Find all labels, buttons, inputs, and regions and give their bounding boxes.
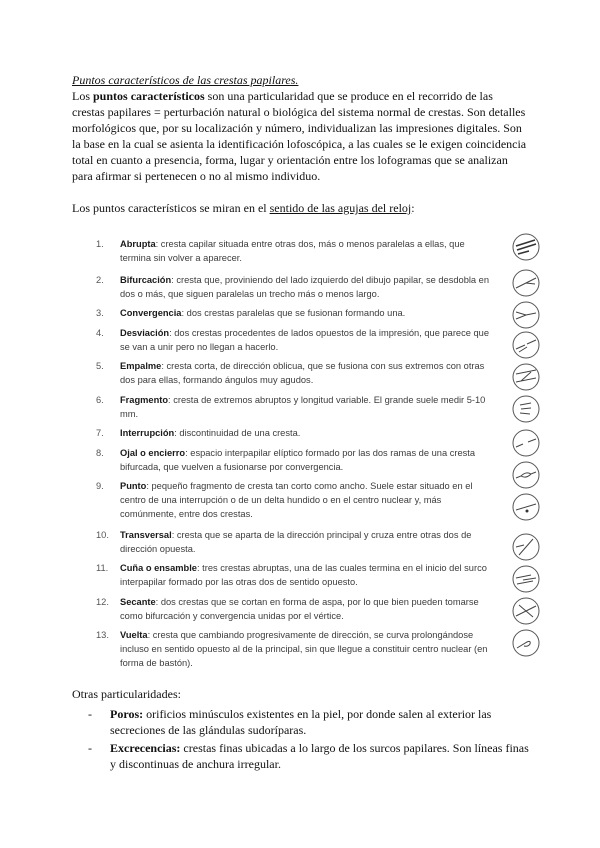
item-desc: : cresta de extremos abruptos y longitud variable. El grande suele medir 5-10 mm. [120,395,486,419]
bullet-dash: - [88,707,92,721]
item-name: Fragmento [120,395,169,405]
item-number: 10. [96,530,109,540]
wedge-icon [511,564,541,594]
intro-pre: Los [72,89,93,103]
deviation-icon [511,330,541,360]
item-desc: : cresta que cambiando progresivamente de dirección, se curva prolongándose incluso en sentido opuesto al de la principal, sin que llegue a constituir centro nuclear (en forma de bastón). [120,630,488,668]
item-name: Vuelta [120,630,148,640]
item-name: Desviación [120,328,170,338]
item-desc: : espacio interpapilar elíptico formado por las dos ramas de una cresta bifurcada, que vuelven a fusionarse por convergencia. [120,448,476,472]
item-name: Transversal [120,530,172,540]
item-number: 3. [96,308,104,318]
item-name: Bifurcación [120,275,172,285]
clockwise-note-pre: Los puntos característicos se miran en el [72,201,270,215]
bullet-dash: - [88,741,92,755]
bullet-term: Poros: [110,707,144,721]
convergence-icon [511,300,541,330]
eyelet-icon [511,460,541,490]
item-desc: : cresta que, proviniendo del lado izquierdo del dibujo papilar, se desdobla en dos o más, que siguen paralelas un trecho más o menos largo. [120,275,490,299]
item-number: 6. [96,395,104,405]
item-name: Abrupta [120,239,156,249]
item-desc: : cresta capilar situada entre otras dos, más o menos paralelas a ellas, que termina sin volver a aparecer. [120,239,465,263]
abrupt-ridge-icon [511,232,541,262]
transversal-icon [511,532,541,562]
intro-paragraph [72,88,528,184]
item-name: Convergencia [120,308,182,318]
item-desc: : dos crestas que se cortan en forma de aspa, por lo que bien pueden tomarse como bifurcación y convergencia unidas por el vértice. [120,597,479,621]
item-name: Cuña o ensamble [120,563,197,573]
item-name: Punto [120,481,147,491]
item-number: 12. [96,597,109,607]
item-name: Secante [120,597,156,607]
item-desc: : pequeño fragmento de cresta tan corto como ancho. Suele estar situado en el centro de una interrupción o de un delta hundido o en el centro nuclear y, más comúnmente, entre dos crestas. [120,481,473,519]
bullet-term: Excrecencias: [110,741,181,755]
item-desc: : dos crestas procedentes de lados opuestos de la impresión, que parece que se van a unir pero no llegan a hacerlo. [120,328,490,352]
bifurcation-icon [511,268,541,298]
item-desc: : tres crestas abruptas, una de las cuales termina en el inicio del surco interpapilar formado por las otras dos de sentido opuesto. [120,563,487,587]
item-number: 5. [96,361,104,371]
interruption-icon [511,428,541,458]
item-name: Interrupción [120,428,175,438]
clockwise-note [72,200,415,216]
bullet-text: orificios minúsculos existentes en la piel, por donde salen al exterior las secreciones de las glándulas sudoríparas. [110,707,492,737]
item-number: 13. [96,630,109,640]
secant-icon [511,596,541,626]
bullet-text: crestas finas ubicadas a lo largo de los surcos papilares. Son líneas finas y discontinuas de anchura irregular. [110,741,529,771]
item-number: 1. [96,239,104,249]
clockwise-note-underlined: sentido de las agujas del reloj [269,201,412,215]
others-heading: Otras particularidades: [72,687,181,701]
item-number: 4. [96,328,104,338]
item-number: 9. [96,481,104,491]
item-name: Ojal o encierro [120,448,186,458]
section-heading: Puntos característicos de las crestas papilares. [72,73,299,87]
turn-icon [511,628,541,658]
intro-post: son una particularidad que se produce en el recorrido de las crestas papilares = perturbación natural o biológica del sistema normal de crestas. Son detalles morfológicos que, por su localización y número, individualizan las impresiones digitales. Son la base en la cual se asienta la identificación lofoscópica, a las cuales se le exigen coincidencia total en cuanto a presencia, forma, lugar y orientación entre los lofogramas que se analizan para afirmar si pertenecen o no al mismo individuo. [72,89,527,183]
item-desc: : discontinuidad de una cresta. [174,428,301,438]
item-desc: : dos crestas paralelas que se fusionan formando una. [181,308,406,318]
item-number: 8. [96,448,104,458]
item-number: 11. [96,563,109,573]
splice-icon [511,362,541,392]
item-desc: : cresta que se aparta de la dirección principal y cruza entre otras dos de dirección opuesta. [120,530,472,554]
fragment-icon [511,394,541,424]
item-desc: : cresta corta, de dirección oblicua, que se fusiona con sus extremos con otras dos para ellas, formando ángulos muy agudos. [120,361,485,385]
item-number: 2. [96,275,104,285]
item-name: Empalme [120,361,162,371]
dot-icon [511,492,541,522]
item-number: 7. [96,428,104,438]
clockwise-note-post: : [411,201,415,215]
intro-bold-term: puntos característicos [93,89,205,103]
